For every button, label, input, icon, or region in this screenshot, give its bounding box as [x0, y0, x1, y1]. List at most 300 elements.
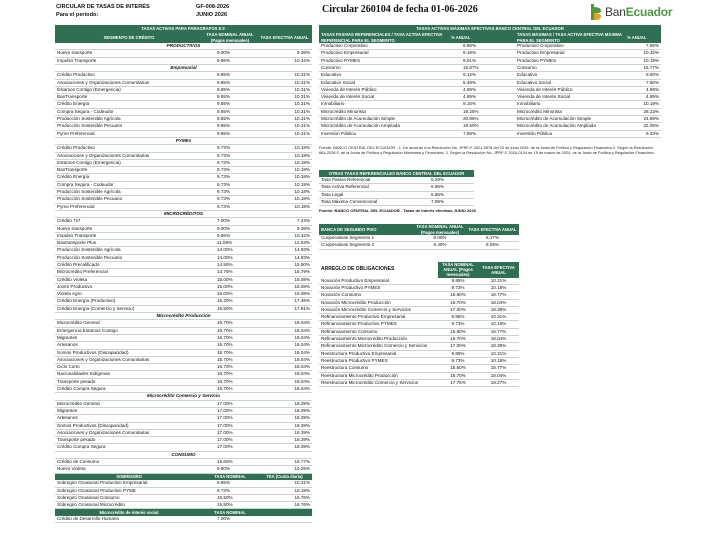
nominal-rate: 16.70% — [203, 349, 257, 356]
max-rate: 28.23% — [625, 108, 661, 115]
table-row — [319, 123, 661, 130]
table-row — [319, 343, 519, 350]
max-segment: Educativo Social — [515, 79, 625, 86]
nominal-rate: 7.00% — [203, 218, 257, 225]
effective-rate: 16.08% — [257, 283, 312, 290]
nominal-rate: 14.75% — [203, 269, 257, 276]
table-row — [55, 283, 312, 290]
col-header-effective: TASA EFECTIVA ANUAL — [478, 262, 519, 278]
nominal-rate: 15.60% — [203, 459, 257, 466]
arrangement-name: Reestructura Productivo PYMES — [319, 357, 438, 364]
row-label: Nuevo transporte — [55, 50, 203, 57]
nominal-rate: 16.70% — [203, 378, 257, 385]
nominal-rate: 9.85% — [203, 480, 257, 487]
arrangement-name: Novación Productivo PYMES — [319, 285, 438, 292]
other-rates-source: Fuente: BANCO CENTRAL DEL ECUADOR - Tasas de interés efectivas JUNIO 2026 — [319, 208, 476, 213]
rate-name: Tasa Activa Referencial — [319, 184, 429, 191]
second-floor-table — [319, 224, 519, 250]
effective-rate: 18.04% — [257, 364, 312, 371]
table-row — [55, 298, 312, 305]
nominal-rate: 15.50% — [203, 502, 257, 509]
effective-rate: 16.76% — [257, 494, 312, 501]
table-row — [55, 101, 312, 108]
ref-segment: Microcrédito Minorista — [319, 108, 449, 115]
max-segment: Microcrédito de Acumulación Simple — [515, 116, 625, 123]
effective-rate: 18.39% — [257, 444, 312, 451]
table-row — [55, 159, 312, 166]
doc-title: CIRCULAR DE TASAS DE INTERÉS — [56, 4, 150, 10]
row-label: Producción Sostenible Agrícola — [55, 189, 203, 196]
row-label: Compra Segura - Codeudor — [55, 181, 203, 188]
effective-rate: 18.04% — [257, 371, 312, 378]
arrangement-name: Novación Microcrédito Producción — [319, 299, 438, 306]
bce-reference-table — [319, 25, 661, 138]
effective-rate: 10.31% — [478, 314, 519, 321]
section-row — [55, 43, 312, 50]
ref-segment: Consumo — [319, 64, 449, 71]
max-rate: 7.99% — [625, 43, 661, 50]
effective-rate — [257, 516, 312, 523]
table-row — [55, 225, 312, 232]
row-label: Artesanos — [55, 342, 203, 349]
subheader-row — [55, 473, 312, 480]
ref-segment: Microcrédito de Acumulación Ampliada — [319, 123, 449, 130]
table-row — [319, 86, 661, 93]
effective-rate: 14.93% — [257, 254, 312, 261]
nominal-rate: 6.00% — [414, 235, 466, 242]
nominal-rate: 17.00% — [438, 306, 478, 313]
effective-rate: 10.31% — [257, 101, 312, 108]
nominal-rate: 17.00% — [203, 429, 257, 436]
table-row — [319, 43, 661, 50]
table-row — [55, 130, 312, 137]
nominal-rate: 9.85% — [203, 108, 257, 115]
table-header-row — [319, 32, 661, 43]
ref-rate: 9.01% — [449, 57, 515, 64]
nominal-rate: 9.73% — [203, 203, 257, 210]
table-header-row — [319, 262, 519, 278]
row-label: Migrantes — [55, 407, 203, 414]
effective-rate: 16.77% — [478, 292, 519, 299]
table-row — [319, 306, 519, 313]
effective-rate: 7.23% — [257, 218, 312, 225]
table-row — [319, 365, 519, 372]
ref-segment: Inversión Pública — [319, 130, 449, 137]
table-row — [319, 336, 519, 343]
section-title: MICROCRÉDITOS — [55, 210, 312, 217]
col-header-nominal: TASA NOMINAL ANUAL (Pagos mensuales) — [414, 224, 466, 235]
row-label: Crédito Compra Segura — [55, 386, 203, 393]
table-row — [55, 466, 312, 473]
table-row — [55, 334, 312, 341]
table-row — [55, 181, 312, 188]
table-row — [55, 291, 312, 298]
effective-rate: 6.17% — [466, 235, 519, 242]
active-rates-table — [55, 25, 312, 523]
nominal-rate: 16.70% — [203, 320, 257, 327]
section-title: Empresarial — [55, 64, 312, 71]
table-row — [55, 342, 312, 349]
arrangement-name: Refinanciamiento Productivo Empresarial — [319, 314, 438, 321]
table-row — [319, 184, 474, 191]
effective-rate: 18.04% — [478, 299, 519, 306]
nominal-rate: 16.70% — [203, 327, 257, 334]
table-row — [319, 108, 661, 115]
effective-rate: 10.18% — [257, 167, 312, 174]
row-label: Crédito Energía (Productivo) — [55, 298, 203, 305]
nominal-rate: 9.85% — [203, 101, 257, 108]
nominal-rate: 15.50% — [203, 494, 257, 501]
ref-segment: Vivienda de Interés Público — [319, 86, 449, 93]
max-rate: 10.19% — [625, 101, 661, 108]
nominal-rate: 16.70% — [203, 334, 257, 341]
effective-rate: 18.04% — [257, 386, 312, 393]
row-label: Artesanos — [55, 415, 203, 422]
nominal-rate: 16.70% — [438, 372, 478, 379]
table-row — [55, 86, 312, 93]
effective-rate: 15.50% — [257, 262, 312, 269]
effective-rate: 18.39% — [478, 343, 519, 350]
nominal-rate: 9.73% — [203, 159, 257, 166]
row-label: Estamos Contigo (Emergencia) — [55, 159, 203, 166]
effective-rate: 10.31% — [478, 278, 519, 285]
row-label: Migrantes — [55, 334, 203, 341]
max-segment: Vivienda de Interés Público — [515, 86, 625, 93]
row-label: BanTransporte — [55, 94, 203, 101]
effective-rate: 10.18% — [257, 203, 312, 210]
max-segment: Vivienda de Interés Social — [515, 94, 625, 101]
row-label: Violeta Agro — [55, 291, 203, 298]
effective-rate: 10.31% — [257, 116, 312, 123]
effective-rate: 10.18% — [257, 145, 312, 152]
row-label: Crédito 7x7 — [55, 218, 203, 225]
effective-rate: 17.81% — [257, 305, 312, 312]
effective-rate: 15.79% — [257, 269, 312, 276]
arrangement-name: Refinanciamiento Microcrédito Producción — [319, 336, 438, 343]
max-segment: Microcrédito Minorista — [515, 108, 625, 115]
table-row — [55, 327, 312, 334]
effective-rate: 10.18% — [478, 321, 519, 328]
effective-rate: 12.53% — [257, 240, 312, 247]
ref-segment: Educativo Social — [319, 79, 449, 86]
table-super-header — [55, 25, 312, 32]
nominal-rate: 16.70% — [203, 371, 257, 378]
super-header-cell: TASAS ACTIVAS PARA PARAGRAFOS E.F. — [55, 25, 312, 32]
effective-rate: 18.04% — [257, 334, 312, 341]
table-row — [319, 57, 661, 64]
period-label: Para el período: — [56, 12, 99, 18]
max-segment: Productivo Corporativo — [515, 43, 625, 50]
effective-rate: 10.18% — [257, 181, 312, 188]
rate-value: 7.99% — [429, 198, 474, 205]
nominal-rate: 9.86% — [203, 232, 257, 239]
ref-segment: Vivienda de Interés Social — [319, 94, 449, 101]
table-row — [319, 191, 474, 198]
table-row — [55, 516, 312, 523]
col-header-arrangement: ARREGLO DE OBLIGACIONES — [319, 262, 438, 278]
table-row — [55, 320, 312, 327]
nominal-rate: 9.80% — [203, 466, 257, 473]
row-label: Asociaciones y Organizaciones Comunitarias — [55, 356, 203, 363]
table-row — [319, 299, 519, 306]
super-header-cell: TASAS ACTIVAS MÁXIMAS EFECTIVAS BANCO CENTRAL DEL ECUADOR — [319, 25, 661, 32]
effective-rate: 18.04% — [257, 342, 312, 349]
effective-rate: 10.31% — [257, 108, 312, 115]
table-row — [319, 285, 519, 292]
table-row — [55, 444, 312, 451]
rate-name: Tasa Máxima Convencional — [319, 198, 429, 205]
table-row — [55, 386, 312, 393]
row-label: Somos Productivos (Discapacidad) — [55, 422, 203, 429]
section-title: Microcrédito Producción — [55, 313, 312, 320]
ref-rate: 7.89% — [449, 130, 515, 137]
row-label: Emergencia Estamos Contigo — [55, 327, 203, 334]
table-row — [319, 242, 519, 249]
nominal-rate: 17.00% — [203, 407, 257, 414]
max-rate: 9.33% — [625, 130, 661, 137]
max-segment: Educativo — [515, 72, 625, 79]
table-row — [319, 278, 519, 285]
bce-source-note: Fuente: BANCO CENTRAL DEL ECUADOR - 1. De acuerdo a la Resolución No. JPRF-F-2021-0978 del 23 de junio 2026. de la Junta de Política y Regulación Financiera 2. Según la Resolución 664-2026-F, de la Junta de Política y Regulación Monetaria y Financiera, 3. Según la Resolución No. JPRF-F-2024-0104 de 15 de marzo de 2024, de la Junta de Política y Regulación Financiera. — [319, 145, 655, 155]
table-row — [319, 101, 661, 108]
table-row — [55, 487, 312, 494]
row-label: Producción Sostenible Agrícola — [55, 116, 203, 123]
table-row — [319, 72, 661, 79]
nominal-rate: 16.70% — [203, 356, 257, 363]
effective-rate: 10.31% — [257, 86, 312, 93]
table-row — [55, 356, 312, 363]
row-label: Transporte pesado — [55, 378, 203, 385]
effective-rate: 18.39% — [257, 415, 312, 422]
row-label: Nuevo Violeta — [55, 466, 203, 473]
table-row — [55, 240, 312, 247]
table-row — [55, 364, 312, 371]
row-label: Crédito Violeta — [55, 276, 203, 283]
nominal-rate: 9.73% — [438, 285, 478, 292]
effective-rate: 18.04% — [257, 349, 312, 356]
row-label: Nacionalidades Indígenas — [55, 371, 203, 378]
table-row — [319, 79, 661, 86]
section-title: CONSUMO — [55, 451, 312, 458]
table-row — [319, 357, 519, 364]
effective-rate: 18.04% — [257, 378, 312, 385]
arrangement-name: Reestructura Microcrédito Producción — [319, 372, 438, 379]
nominal-rate: 16.70% — [438, 336, 478, 343]
section-row — [55, 451, 312, 458]
table-row — [319, 350, 519, 357]
nominal-rate: 9.85% — [203, 94, 257, 101]
section-title: Microcrédito Comercio y Servicio — [55, 393, 312, 400]
nominal-rate: 16.70% — [203, 386, 257, 393]
ref-col-header-maximum: TASAS MÁXIMAS / TASA ACTIVA EFECTIVA MÁXIMA PARA EL SEGMENTO — [515, 32, 625, 43]
max-rate: 10.19% — [625, 57, 661, 64]
table-row — [319, 130, 661, 137]
row-label: Crédito de Desarrollo Humano — [55, 516, 203, 523]
table-row — [55, 57, 312, 64]
max-segment: Inmobiliario — [515, 101, 625, 108]
effective-rate: 9.38% — [257, 225, 312, 232]
row-label: Sobregiro Ocasional Consumo — [55, 494, 203, 501]
nominal-rate: 14.00% — [203, 254, 257, 261]
doc-code: GF-008-2026 — [196, 4, 230, 10]
table-header-row — [319, 224, 519, 235]
effective-rate: 18.39% — [257, 429, 312, 436]
max-segment: Inversión Pública — [515, 130, 625, 137]
row-label: Crédito Compra Segura — [55, 444, 203, 451]
table-row — [55, 196, 312, 203]
max-rate: 4.99% — [625, 94, 661, 101]
max-rate: 24.89% — [625, 116, 661, 123]
row-label: Sobregiro Ocasional Productivo PYME — [55, 487, 203, 494]
effective-rate: 16.77% — [478, 365, 519, 372]
nominal-rate: 9.00% — [203, 50, 257, 57]
col-header-effective: TASA EFECTIVA ANUAL — [466, 224, 519, 235]
row-label: Crédito de Consumo — [55, 459, 203, 466]
effective-rate: 10.18% — [257, 487, 312, 494]
nominal-rate: 15.00% — [203, 283, 257, 290]
effective-rate: 10.18% — [257, 189, 312, 196]
table-row — [55, 218, 312, 225]
ref-segment: Productivo PYMES — [319, 57, 449, 64]
table-row — [319, 379, 519, 386]
circular-title: Circular 260104 de fecha 01-06-2026 — [322, 4, 478, 15]
row-label: Asociaciones y Organizaciones Comunitarias — [55, 429, 203, 436]
table-row — [55, 415, 312, 422]
effective-rate: 16.76% — [257, 502, 312, 509]
ref-rate: 19.25% — [449, 108, 515, 115]
period-value: JUNIO 2026 — [196, 12, 228, 18]
arrangement-name: Novación Microcrédito Comercio y Servicios — [319, 306, 438, 313]
row-label: Transporte pesado — [55, 437, 203, 444]
table-row — [319, 64, 661, 71]
nominal-rate: 9.85% — [203, 86, 257, 93]
effective-rate: 16.08% — [257, 291, 312, 298]
table-row — [319, 116, 661, 123]
nominal-rate: 9.85% — [203, 79, 257, 86]
row-label: Crédito Energía (Comercio y Servicio) — [55, 305, 203, 312]
table-row — [55, 108, 312, 115]
table-row — [55, 232, 312, 239]
effective-rate: 10.18% — [257, 174, 312, 181]
nominal-rate: 9.73% — [438, 321, 478, 328]
table-header-row — [55, 32, 312, 43]
effective-rate: 10.18% — [257, 152, 312, 159]
table-row — [55, 349, 312, 356]
row-label: Estamos Contigo (Emergencia) — [55, 86, 203, 93]
table-row — [55, 407, 312, 414]
arrangement-name: Novación Productivo Empresarial — [319, 278, 438, 285]
effective-rate: 14.93% — [257, 247, 312, 254]
banecuador-wordmark: BanEcuador — [605, 5, 673, 19]
nominal-rate: 11.86% — [203, 240, 257, 247]
ref-rate: 6.85% — [449, 43, 515, 50]
effective-rate: 10.18% — [257, 196, 312, 203]
ref-rate: 4.99% — [449, 86, 515, 93]
table-row — [319, 50, 661, 57]
nominal-rate: 9.73% — [203, 189, 257, 196]
arrangement-name: Reestructura Microcrédito Comercio y Servicios — [319, 379, 438, 386]
effective-rate: 6.59% — [466, 242, 519, 249]
max-segment: Productivo PYMES — [515, 57, 625, 64]
row-label: Microcrédito Preferencial — [55, 269, 203, 276]
row-label: Compra Segura - Codeudor — [55, 108, 203, 115]
max-rate: 7.50% — [625, 79, 661, 86]
nominal-rate: 9.85% — [438, 278, 478, 285]
super-header-cell: OTRAS TASAS REFERENCIALES BANCO CENTRAL DEL ECUADOR — [319, 170, 474, 177]
effective-rate: 10.31% — [478, 350, 519, 357]
row-label: Asociaciones y Organizaciones Comunitarias — [55, 152, 203, 159]
table-row — [55, 371, 312, 378]
nominal-rate: 15.00% — [203, 291, 257, 298]
effective-rate: 18.04% — [478, 336, 519, 343]
effective-rate: 18.39% — [257, 400, 312, 407]
table-row — [55, 494, 312, 501]
table-row — [55, 123, 312, 130]
effective-rate: 10.31% — [257, 130, 312, 137]
row-label: Sobregiro Ocasional Microcrédito — [55, 502, 203, 509]
row-label: Pyme Preferencial — [55, 130, 203, 137]
row-label: Joven Productivo — [55, 283, 203, 290]
arrangement-name: Refinanciamiento Microcrédito Comercio y Servicios — [319, 343, 438, 350]
row-label: Sobregiro Ocasional Productivo Empresarial — [55, 480, 203, 487]
table-row — [55, 247, 312, 254]
effective-rate: 10.32% — [257, 57, 312, 64]
nominal-rate: 16.70% — [203, 342, 257, 349]
ref-col-header-referential: TASAS PASIVAS REFERENCIALES / TASA ACTIVA EFECTIVA REFERENCIAL PARA EL SEGMENTO — [319, 32, 449, 43]
table-row — [55, 254, 312, 261]
ref-segment: Microcrédito de Acumulación Simple — [319, 116, 449, 123]
effective-rate: 10.18% — [478, 357, 519, 364]
table-row — [55, 422, 312, 429]
table-row — [55, 94, 312, 101]
max-segment: Consumo — [515, 64, 625, 71]
table-row — [55, 116, 312, 123]
table-row — [55, 152, 312, 159]
table-row — [55, 72, 312, 79]
rate-value: 5.29% — [429, 177, 474, 184]
table-row — [55, 167, 312, 174]
table-row — [55, 269, 312, 276]
table-row — [55, 502, 312, 509]
effective-rate: 18.39% — [257, 407, 312, 414]
effective-rate: 19.27% — [478, 379, 519, 386]
nominal-rate: 15.60% — [438, 292, 478, 299]
row-label: BanTransporte — [55, 167, 203, 174]
subheader-col-b — [257, 509, 312, 516]
nominal-rate: 9.73% — [203, 174, 257, 181]
effective-rate: 18.04% — [257, 320, 312, 327]
row-label: Crédito Precalificado — [55, 262, 203, 269]
nominal-rate: 17.00% — [203, 400, 257, 407]
effective-rate: 10.25% — [257, 466, 312, 473]
table-row — [55, 378, 312, 385]
nominal-rate: 9.85% — [203, 130, 257, 137]
row-label: Impulso Transporte — [55, 57, 203, 64]
table-row — [55, 145, 312, 152]
nominal-rate: 17.00% — [203, 415, 257, 422]
segment-name: Cooperativas Segmento 2 — [319, 242, 414, 249]
banecuador-logo-icon — [590, 3, 602, 21]
ref-rate: 9.12% — [449, 72, 515, 79]
max-rate: 10.32% — [625, 50, 661, 57]
max-segment: Productivo Empresarial — [515, 50, 625, 57]
col-header-nominal: TASA NOMINAL ANUAL (Pagos mensuales) — [438, 262, 478, 278]
subheader-label: Microcrédito de interés social — [55, 509, 203, 516]
nominal-rate: 15.00% — [203, 276, 257, 283]
effective-rate: 18.04% — [257, 327, 312, 334]
subheader-col-a: TASA NOMINAL — [203, 473, 257, 480]
table-row — [319, 177, 474, 184]
